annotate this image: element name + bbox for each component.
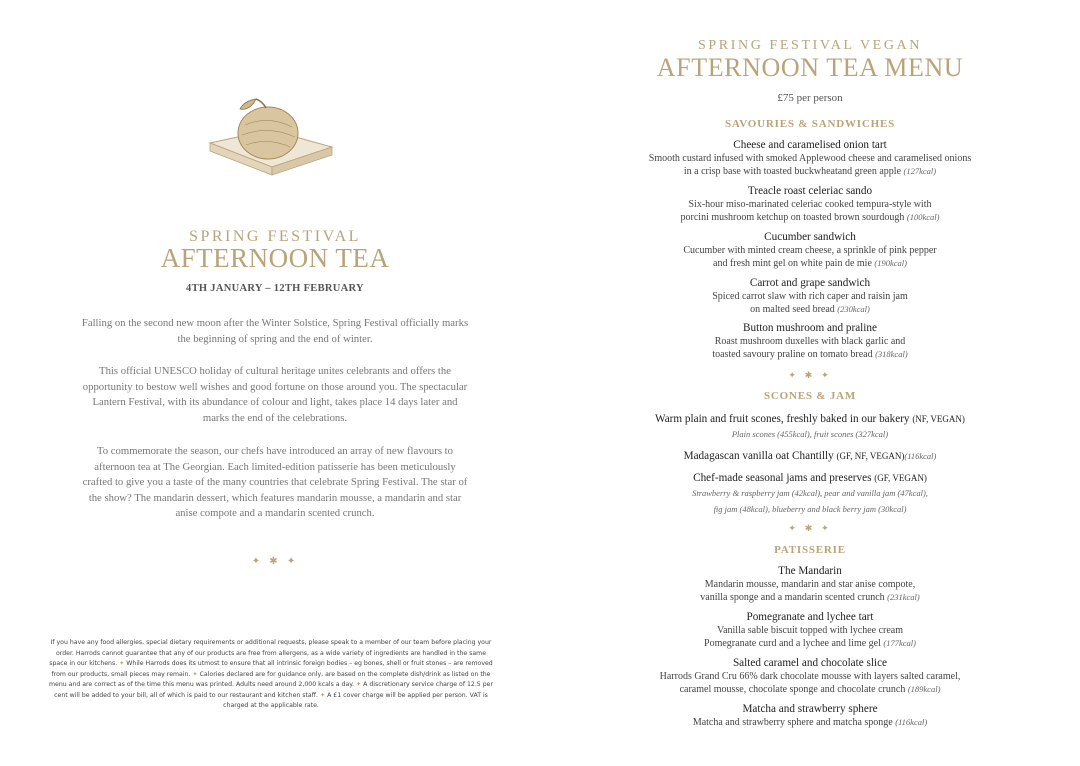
footnote-star-icon: ✦ <box>319 691 326 699</box>
item-description: on malted seed bread <box>750 304 835 315</box>
left-title: AFTERNOON TEA <box>160 243 390 273</box>
section-ornament: ✦ ✱ ✦ <box>788 371 832 381</box>
menu-item <box>540 564 1080 604</box>
item-dietary-tag: (GF, VEGAN) <box>874 473 927 483</box>
menu-price: £75 per person <box>777 92 843 104</box>
item-kcal: (116kcal) <box>904 451 937 461</box>
section-ornament: ✦ ✱ ✦ <box>788 524 832 534</box>
item-name: Chef-made seasonal jams and preserves <box>693 472 872 484</box>
item-description: Vanilla sable biscuit topped with lychee cream <box>716 625 904 636</box>
menu-item <box>540 184 1080 224</box>
left-dates: 4TH JANUARY – 12TH FEBRUARY <box>186 283 364 294</box>
item-kcal: (100kcal) <box>906 212 940 222</box>
menu-item <box>540 610 1080 650</box>
item-description: Mandarin mousse, mandarin and star anise compote, <box>704 579 916 590</box>
allergen-footnote <box>46 638 496 712</box>
item-description: in a crisp base with toasted buckwheatand green apple <box>683 166 902 177</box>
item-description: Spiced carrot slaw with rich caper and raisin jam <box>712 291 908 302</box>
menu-subtitle: SPRING FESTIVAL VEGAN <box>698 38 922 53</box>
item-name: Cheese and caramelised onion tart <box>733 139 887 151</box>
item-name: Madagascan vanilla oat Chantilly <box>683 450 834 462</box>
footnote-cover-charge: A £1 cover charge will be applied per person. VAT is charged at the applicable rate. <box>223 691 488 709</box>
item-description: porcini mushroom ketchup on toasted brown sourdough <box>680 212 905 223</box>
item-description: vanilla sponge and a mandarin scented crunch <box>700 592 885 603</box>
footnote-star-icon: ✦ <box>356 681 362 688</box>
item-name: Carrot and grape sandwich <box>749 277 871 289</box>
item-kcal: (231kcal) <box>887 592 920 602</box>
footnote-service-charge: A discretionary service charge of 12.5 per cent will be added to your bill, all of which is paid to our restaurant and kitchen staff. <box>54 681 493 699</box>
menu-item <box>540 702 1080 729</box>
menu-item <box>540 321 1080 361</box>
item-description: toasted savoury praline on tomato bread <box>712 349 873 360</box>
right-page <box>540 0 1080 766</box>
item-description: caramel mousse, chocolate sponge and chocolate crunch <box>679 684 906 695</box>
item-note: fig jam (48kcal), blueberry and black berry jam (30kcal) <box>713 504 907 514</box>
item-description: Matcha and strawberry sphere and matcha sponge <box>692 717 893 728</box>
menu-title: AFTERNOON TEA MENU <box>656 53 964 82</box>
item-description: Pomegranate curd and a lychee and lime gel <box>704 638 881 649</box>
menu-item <box>540 471 1080 517</box>
footnote-star-icon: ✦ <box>119 660 125 667</box>
item-name: Button mushroom and praline <box>743 322 877 334</box>
item-note: Plain scones (455kcal), fruit scones (327kcal) <box>731 429 889 439</box>
item-description: and fresh mint gel on white pain de mie <box>713 258 872 269</box>
item-dietary-tag: (NF, VEGAN) <box>912 414 965 424</box>
intro-paragraph-2: This official UNESCO holiday of cultural heritage unites celebrants and offers the opportunity to bestow well wishes and good fortune on those around you. The spectacular Lantern Festival, with its abundance of colour and light, takes place 14 days later and marks the end of the celebrations. <box>82 365 468 424</box>
left-ornament: ✦ ✱ ✦ <box>251 556 299 567</box>
item-kcal: (177kcal) <box>883 638 916 648</box>
menu-item <box>540 449 1080 463</box>
menu-item <box>540 276 1080 316</box>
item-kcal: (230kcal) <box>837 304 870 314</box>
item-kcal: (116kcal) <box>895 717 928 727</box>
footnote-calories: Calories declared are for guidance only, are based on the complete dish/drink as listed on the menu and are correct as of the time this menu was printed. Adults need around 2,000 kcals a day. <box>48 670 491 688</box>
item-description: Six-hour miso-marinated celeriac cooked tempura-style with <box>688 199 932 210</box>
section-heading-scones: SCONES & JAM <box>763 390 857 402</box>
item-kcal: (127kcal) <box>903 166 937 176</box>
intro-paragraph-1: Falling on the second new moon after the Winter Solstice, Spring Festival officially marks the beginning of spring and the end of winter. <box>81 317 469 345</box>
item-kcal: (318kcal) <box>875 349 908 359</box>
item-description: Harrods Grand Cru 66% dark chocolate mousse with layers salted caramel, <box>659 671 961 682</box>
item-kcal: (190kcal) <box>874 258 907 268</box>
item-description: Roast mushroom duxelles with black garlic and <box>714 336 906 347</box>
menu-item <box>540 138 1080 178</box>
item-name: Matcha and strawberry sphere <box>742 703 878 715</box>
menu-item <box>540 412 1080 442</box>
left-subtitle: SPRING FESTIVAL <box>189 228 361 245</box>
footnote-allergens: If you have any food allergies, special dietary requirements or additional requests, please speak to a member of our team before placing your order. Harrods cannot guarantee that any of our products are free from allergens, as a wide variety of ingredients are handled in the same space in our kitchens. <box>49 639 492 667</box>
item-name: The Mandarin <box>778 565 842 577</box>
item-kcal: (189kcal) <box>907 684 941 694</box>
item-dietary-tag: (GF, NF, VEGAN) <box>836 451 905 461</box>
item-note: Strawberry & raspberry jam (42kcal), pear and vanilla jam (47kcal), <box>692 488 928 498</box>
section-heading-savouries: SAVOURIES & SANDWICHES <box>725 118 895 130</box>
menu-item <box>540 230 1080 270</box>
item-name: Salted caramel and chocolate slice <box>732 657 888 669</box>
item-name: Warm plain and fruit scones, freshly baked in our bakery <box>655 413 910 425</box>
item-name: Treacle roast celeriac sando <box>747 185 873 197</box>
section-heading-patisserie: PATISSERIE <box>774 544 846 556</box>
item-name: Pomegranate and lychee tart <box>746 611 874 623</box>
intro-paragraph-3: To commemorate the season, our chefs have introduced an array of new flavours to afternoon tea at The Georgian. Each limited-edition patisserie has been meticulously crafted to give you a taste of the many countries that celebrate Spring Festival. The star of the show? The mandarin dessert, which features mandarin mousse, a mandarin and star anise compote and a mandarin scented crunch. <box>82 445 468 519</box>
item-name: Cucumber sandwich <box>764 231 856 243</box>
footnote-star-icon: ✦ <box>192 670 198 678</box>
footnote-foreign-bodies: While Harrods does its utmost to ensure that all intrinsic foreign bodies – eg bones, shell or fruit stones – are removed from our products, small pieces may remain. <box>51 660 493 678</box>
item-description: Cucumber with minted cream cheese, a sprinkle of pink pepper <box>683 245 937 256</box>
menu-item <box>540 656 1080 696</box>
mandarin-illustration <box>200 95 340 195</box>
item-description: Smooth custard infused with smoked Applewood cheese and caramelised onions <box>648 153 972 164</box>
